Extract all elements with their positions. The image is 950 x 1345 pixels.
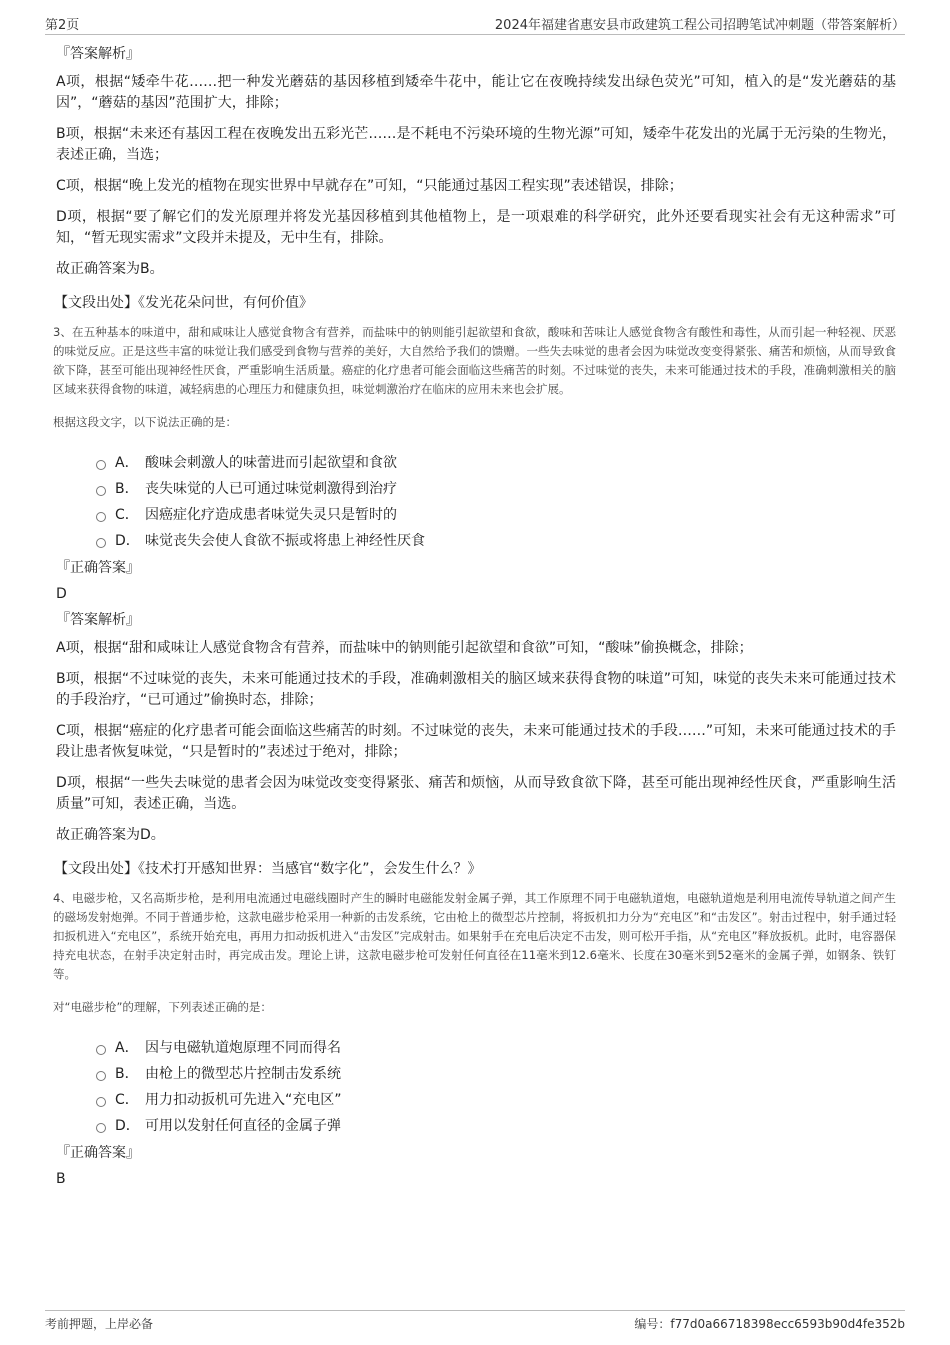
q4-options <box>96 1035 896 1139</box>
q3-answer-label: 『正确答案』 <box>56 560 140 576</box>
q4-option-b[interactable] <box>96 1061 896 1087</box>
radio-icon[interactable] <box>96 1045 106 1055</box>
document-body <box>53 44 896 1195</box>
option-letter: B． <box>115 481 139 497</box>
q3-analysis-label: 『答案解析』 <box>56 612 140 628</box>
q2-source: 【文段出处】《发光花朵问世，有何价值》 <box>54 295 313 311</box>
q3-passage: 3、在五种基本的味道中，甜和咸味让人感觉食物含有营养，而盐味中的钠则能引起欲望和食欲，酸味和苦味让人感觉食物含有酸性和毒性，从而引起一种轻视、厌恶的味觉反应。正是这些丰富的味觉让我们感受到食物与营养的美好，大自然给予我们的馈赠。一些失去味觉的患者会因为味觉改变变得紧张、痛苦和烦恼，从而导致食欲下降，甚至可能出现神经性厌食，严重影响生活质量。癌症的化疗患者可能会面临这些痛苦的时刻。不过味觉的丧失，未来可能通过技术的手段，准确刺激相关的脑区域来获得食物的味道，减轻病患的心理压力和健康负担，味觉刺激治疗在临床的应用未来也会扩展。 <box>53 325 896 396</box>
radio-icon[interactable] <box>96 486 106 496</box>
option-text: 可用以发射任何直径的金属子弹 <box>145 1118 341 1134</box>
q4-option-a[interactable] <box>96 1035 896 1061</box>
option-text: 因癌症化疗造成患者味觉失灵只是暂时的 <box>145 507 397 523</box>
radio-icon[interactable] <box>96 512 106 522</box>
q4-answer-label: 『正确答案』 <box>56 1145 140 1161</box>
q2-analysis-d: D项，根据“要了解它们的发光原理并将发光基因移植到其他植物上，是一项艰难的科学研究，此外还要看现实社会有无这种需求”可知，“暂无现实需求”文段并未提及，无中生有，排除。 <box>56 209 896 246</box>
q4-prompt: 对“电磁步枪”的理解，下列表述正确的是： <box>53 1000 272 1014</box>
q3-answer: D <box>56 586 67 602</box>
q2-analysis-b: B项，根据“未来还有基因工程在夜晚发出五彩光芒……是不耗电不污染环境的生物光源”可知，矮牵牛花发出的光属于无污染的生物光，表述正确，当选； <box>56 126 896 163</box>
q2-analysis-a: A项，根据“矮牵牛花……把一种发光蘑菇的基因移植到矮牵牛花中，能让它在夜晚持续发出绿色荧光”可知，植入的是“发光蘑菇的基因”，“蘑菇的基因”范围扩大，排除； <box>56 74 896 111</box>
document-id: 编号：f77d0a66718398ecc6593b90d4fe352b <box>634 1317 905 1331</box>
option-text: 用力扣动扳机可先进入“充电区” <box>145 1092 342 1108</box>
q2-analysis-c: C项，根据“晚上发光的植物在现实世界中早就存在”可知，“只能通过基因工程实现”表述错误，排除； <box>56 178 683 194</box>
q3-analysis-d: D项，根据“一些失去味觉的患者会因为味觉改变变得紧张、痛苦和烦恼，从而导致食欲下降，甚至可能出现神经性厌食，严重影响生活质量”可知，表述正确，当选。 <box>56 775 896 812</box>
q3-conclusion: 故正确答案为D。 <box>56 827 165 843</box>
q3-option-a[interactable] <box>96 450 896 476</box>
option-letter: C． <box>115 1092 139 1108</box>
q3-option-b[interactable] <box>96 476 896 502</box>
q4-passage: 4、电磁步枪，又名高斯步枪，是利用电流通过电磁线圈时产生的瞬时电磁能发射金属子弹，其工作原理不同于电磁轨道炮，电磁轨道炮是利用电流传导轨道之间产生的磁场发射炮弹。不同于普通步枪，这款电磁步枪采用一种新的击发系统，它由枪上的微型芯片控制，将扳机扣力分为“充电区”和“击发区”。射击过程中，射手通过轻扣扳机进入“充电区”，系统开始充电，再用力扣动扳机进入“击发区”完成射击。如果射手在充电后决定不击发，则可松开手指，从“充电区”释放扳机。此时，电容器保持充电状态，在射手决定射击时，再完成击发。理论上讲，这款电磁步枪可发射任何直径在11毫米到12.6毫米、长度在30毫米到52毫米的金属子弹，如钢条、铁钉等。 <box>53 891 896 981</box>
option-text: 因与电磁轨道炮原理不同而得名 <box>145 1040 341 1056</box>
option-letter: D． <box>115 1118 140 1134</box>
q3-analysis-b: B项，根据“不过味觉的丧失，未来可能通过技术的手段，准确刺激相关的脑区域来获得食物的味道”可知，味觉的丧失未来可能通过技术的手段治疗，“已可通过”偷换时态，排除； <box>56 671 896 708</box>
q2-analysis-label: 『答案解析』 <box>56 46 140 62</box>
radio-icon[interactable] <box>96 460 106 470</box>
option-text: 丧失味觉的人已可通过味觉刺激得到治疗 <box>145 481 397 497</box>
q3-analysis-a: A项，根据“甜和咸味让人感觉食物含有营养，而盐味中的钠则能引起欲望和食欲”可知，“酸味”偷换概念，排除； <box>56 640 753 656</box>
q3-option-d[interactable] <box>96 528 896 554</box>
option-letter: A． <box>115 455 139 471</box>
footer-slogan: 考前押题，上岸必备 <box>45 1317 154 1331</box>
q3-options <box>96 450 896 554</box>
radio-icon[interactable] <box>96 1123 106 1133</box>
page-number: 第2页 <box>45 18 80 33</box>
radio-icon[interactable] <box>96 538 106 548</box>
q3-prompt: 根据这段文字，以下说法正确的是： <box>53 415 237 429</box>
page-header <box>45 14 905 35</box>
document-title: 2024年福建省惠安县市政建筑工程公司招聘笔试冲刺题（带答案解析） <box>494 18 905 33</box>
radio-icon[interactable] <box>96 1071 106 1081</box>
option-letter: D． <box>115 533 140 549</box>
option-text: 由枪上的微型芯片控制击发系统 <box>145 1066 341 1082</box>
radio-icon[interactable] <box>96 1097 106 1107</box>
q4-option-c[interactable] <box>96 1087 896 1113</box>
option-letter: A． <box>115 1040 139 1056</box>
option-text: 味觉丧失会使人食欲不振或将患上神经性厌食 <box>145 533 425 549</box>
q4-option-d[interactable] <box>96 1113 896 1139</box>
q4-answer: B <box>56 1171 66 1187</box>
option-text: 酸味会刺激人的味蕾进而引起欲望和食欲 <box>145 455 397 471</box>
q3-analysis-c: C项，根据“癌症的化疗患者可能会面临这些痛苦的时刻。不过味觉的丧失，未来可能通过技术的手段……”可知，未来可能通过技术的手段让患者恢复味觉，“只是暂时的”表述过于绝对，排除； <box>56 723 896 760</box>
q2-conclusion: 故正确答案为B。 <box>56 261 164 277</box>
q3-option-c[interactable] <box>96 502 896 528</box>
option-letter: C． <box>115 507 139 523</box>
page-footer <box>45 1310 905 1335</box>
q3-source: 【文段出处】《技术打开感知世界：当感官“数字化”，会发生什么？》 <box>54 861 482 877</box>
option-letter: B． <box>115 1066 139 1082</box>
